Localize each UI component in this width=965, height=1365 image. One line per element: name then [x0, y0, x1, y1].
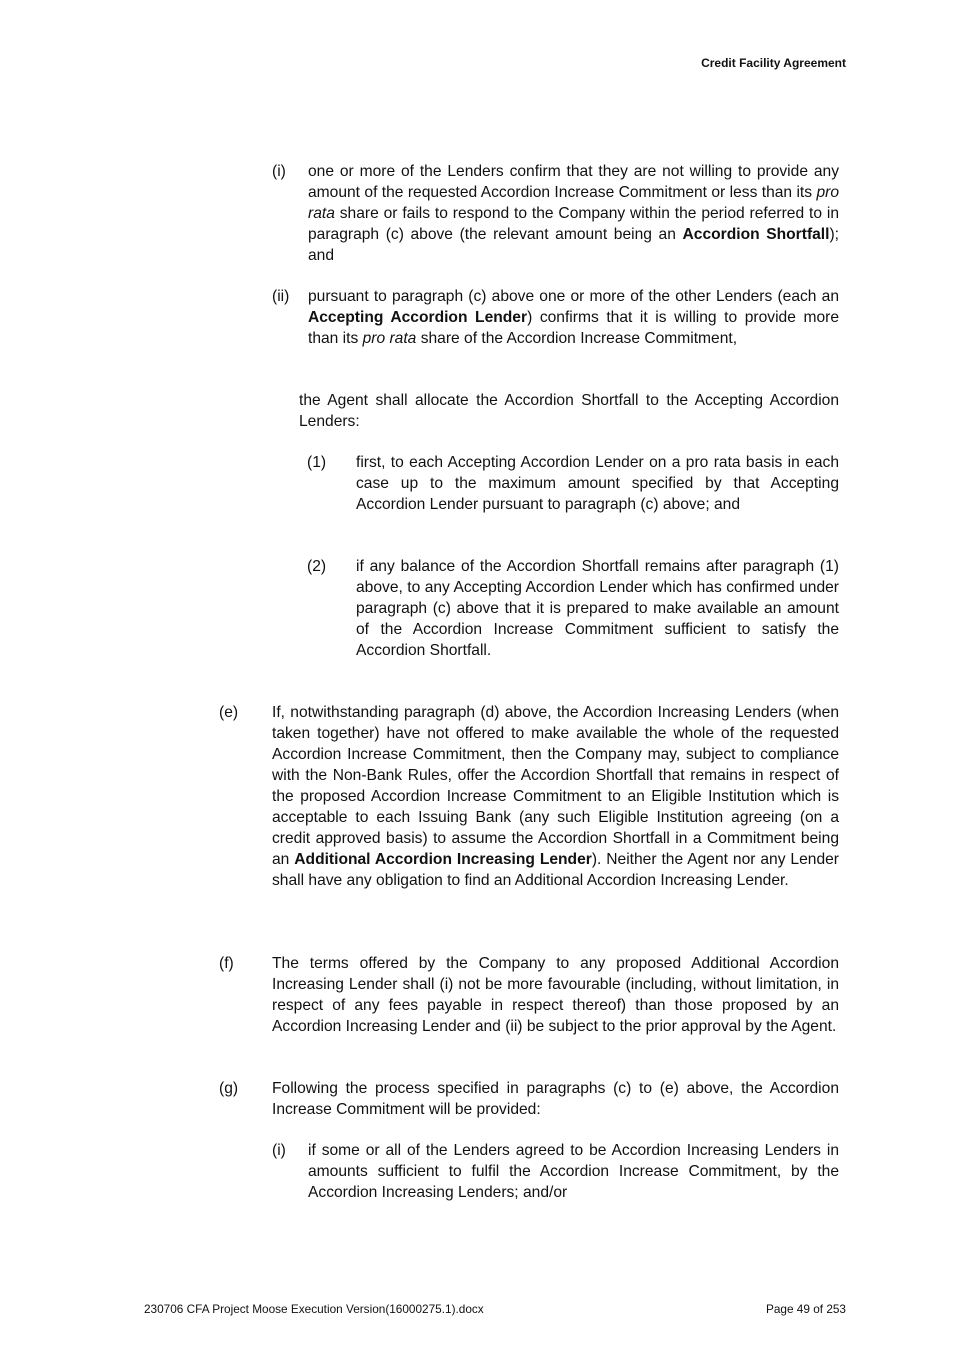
clause-text: if any balance of the Accordion Shortfall remains after paragraph (1) above, to any Accepting Accordion Lender which has confirmed under paragraph (c) above that it is prepared to make available an amount of the Accordion Increase Commitment sufficient to satisfy the Accordion Shortfall.	[356, 558, 839, 659]
clause-text: first, to each Accepting Accordion Lender on a pro rata basis in each case up to the maximum amount specified by that Accepting Accordion Lender pursuant to paragraph (c) above; and	[356, 454, 839, 513]
clause-label: (g)	[219, 1080, 239, 1097]
clause-text: if some or all of the Lenders agreed to be Accordion Increasing Lenders in amounts sufficient to fulfil the Accordion Increase Commitment, by the Accordion Increasing Lenders; and/or	[308, 1142, 839, 1201]
clause-text: pursuant to paragraph (c) above one or more of the other Lenders (each an Accepting Accordion Lender) confirms that it is willing to provide more than its pro rata share of the Accordion Increase Commitment,	[308, 288, 839, 347]
clause-text: one or more of the Lenders confirm that they are not willing to provide any amount of the requested Accordion Increase Commitment or less than its pro rata share or fails to respond to the Company within the period referred to in paragraph (c) above (the relevant amount being an Accordion Shortfall); and	[308, 163, 840, 264]
clause-label: (ii)	[272, 288, 290, 305]
clause-text: The terms offered by the Company to any proposed Additional Accordion Increasing Lender shall (i) not be more favourable (including, without limitation, in respect of any fees payable in respect thereof) than those proposed by an Accordion Increasing Lender and (ii) be subject to the prior approval by the Agent.	[272, 955, 839, 1035]
clause-text: If, notwithstanding paragraph (d) above, the Accordion Increasing Lenders (when taken together) have not offered to make available the whole of the requested Accordion Increase Commitment, then the Company may, subject to compliance with the Non-Bank Rules, offer the Accordion Shortfall that remains in respect of the proposed Accordion Increase Commitment to an Eligible Institution which is acceptable to each Issuing Bank (any such Eligible Institution agreeing (on a credit approved basis) to assume the Accordion Shortfall in a Commitment being an Additional Accordion Increasing Lender). Neither the Agent nor any Lender shall have any obligation to find an Additional Accordion Increasing Lender.	[272, 704, 839, 889]
clause-text: Following the process specified in paragraphs (c) to (e) above, the Accordion Increase Commitment will be provided:	[272, 1080, 839, 1118]
clause-label: (i)	[272, 1142, 286, 1159]
clause-label: (2)	[307, 558, 327, 575]
defined-term: Accepting Accordion Lender	[308, 309, 528, 326]
clause-d-lead-in: the Agent shall allocate the Accordion Shortfall to the Accepting Accordion Lenders:	[299, 392, 839, 430]
clause-label: (f)	[219, 955, 234, 972]
defined-term: Additional Accordion Increasing Lender	[294, 851, 592, 868]
defined-term: Accordion Shortfall	[682, 226, 830, 243]
clause-label: (1)	[307, 454, 327, 471]
header-title: Credit Facility Agreement	[701, 56, 846, 70]
clause-label: (e)	[219, 704, 239, 721]
footer-doc-name: 230706 CFA Project Moose Execution Version(16000275.1).docx	[144, 1302, 484, 1316]
clause-label: (i)	[272, 163, 286, 180]
footer-page-number: Page 49 of 253	[765, 1302, 846, 1316]
